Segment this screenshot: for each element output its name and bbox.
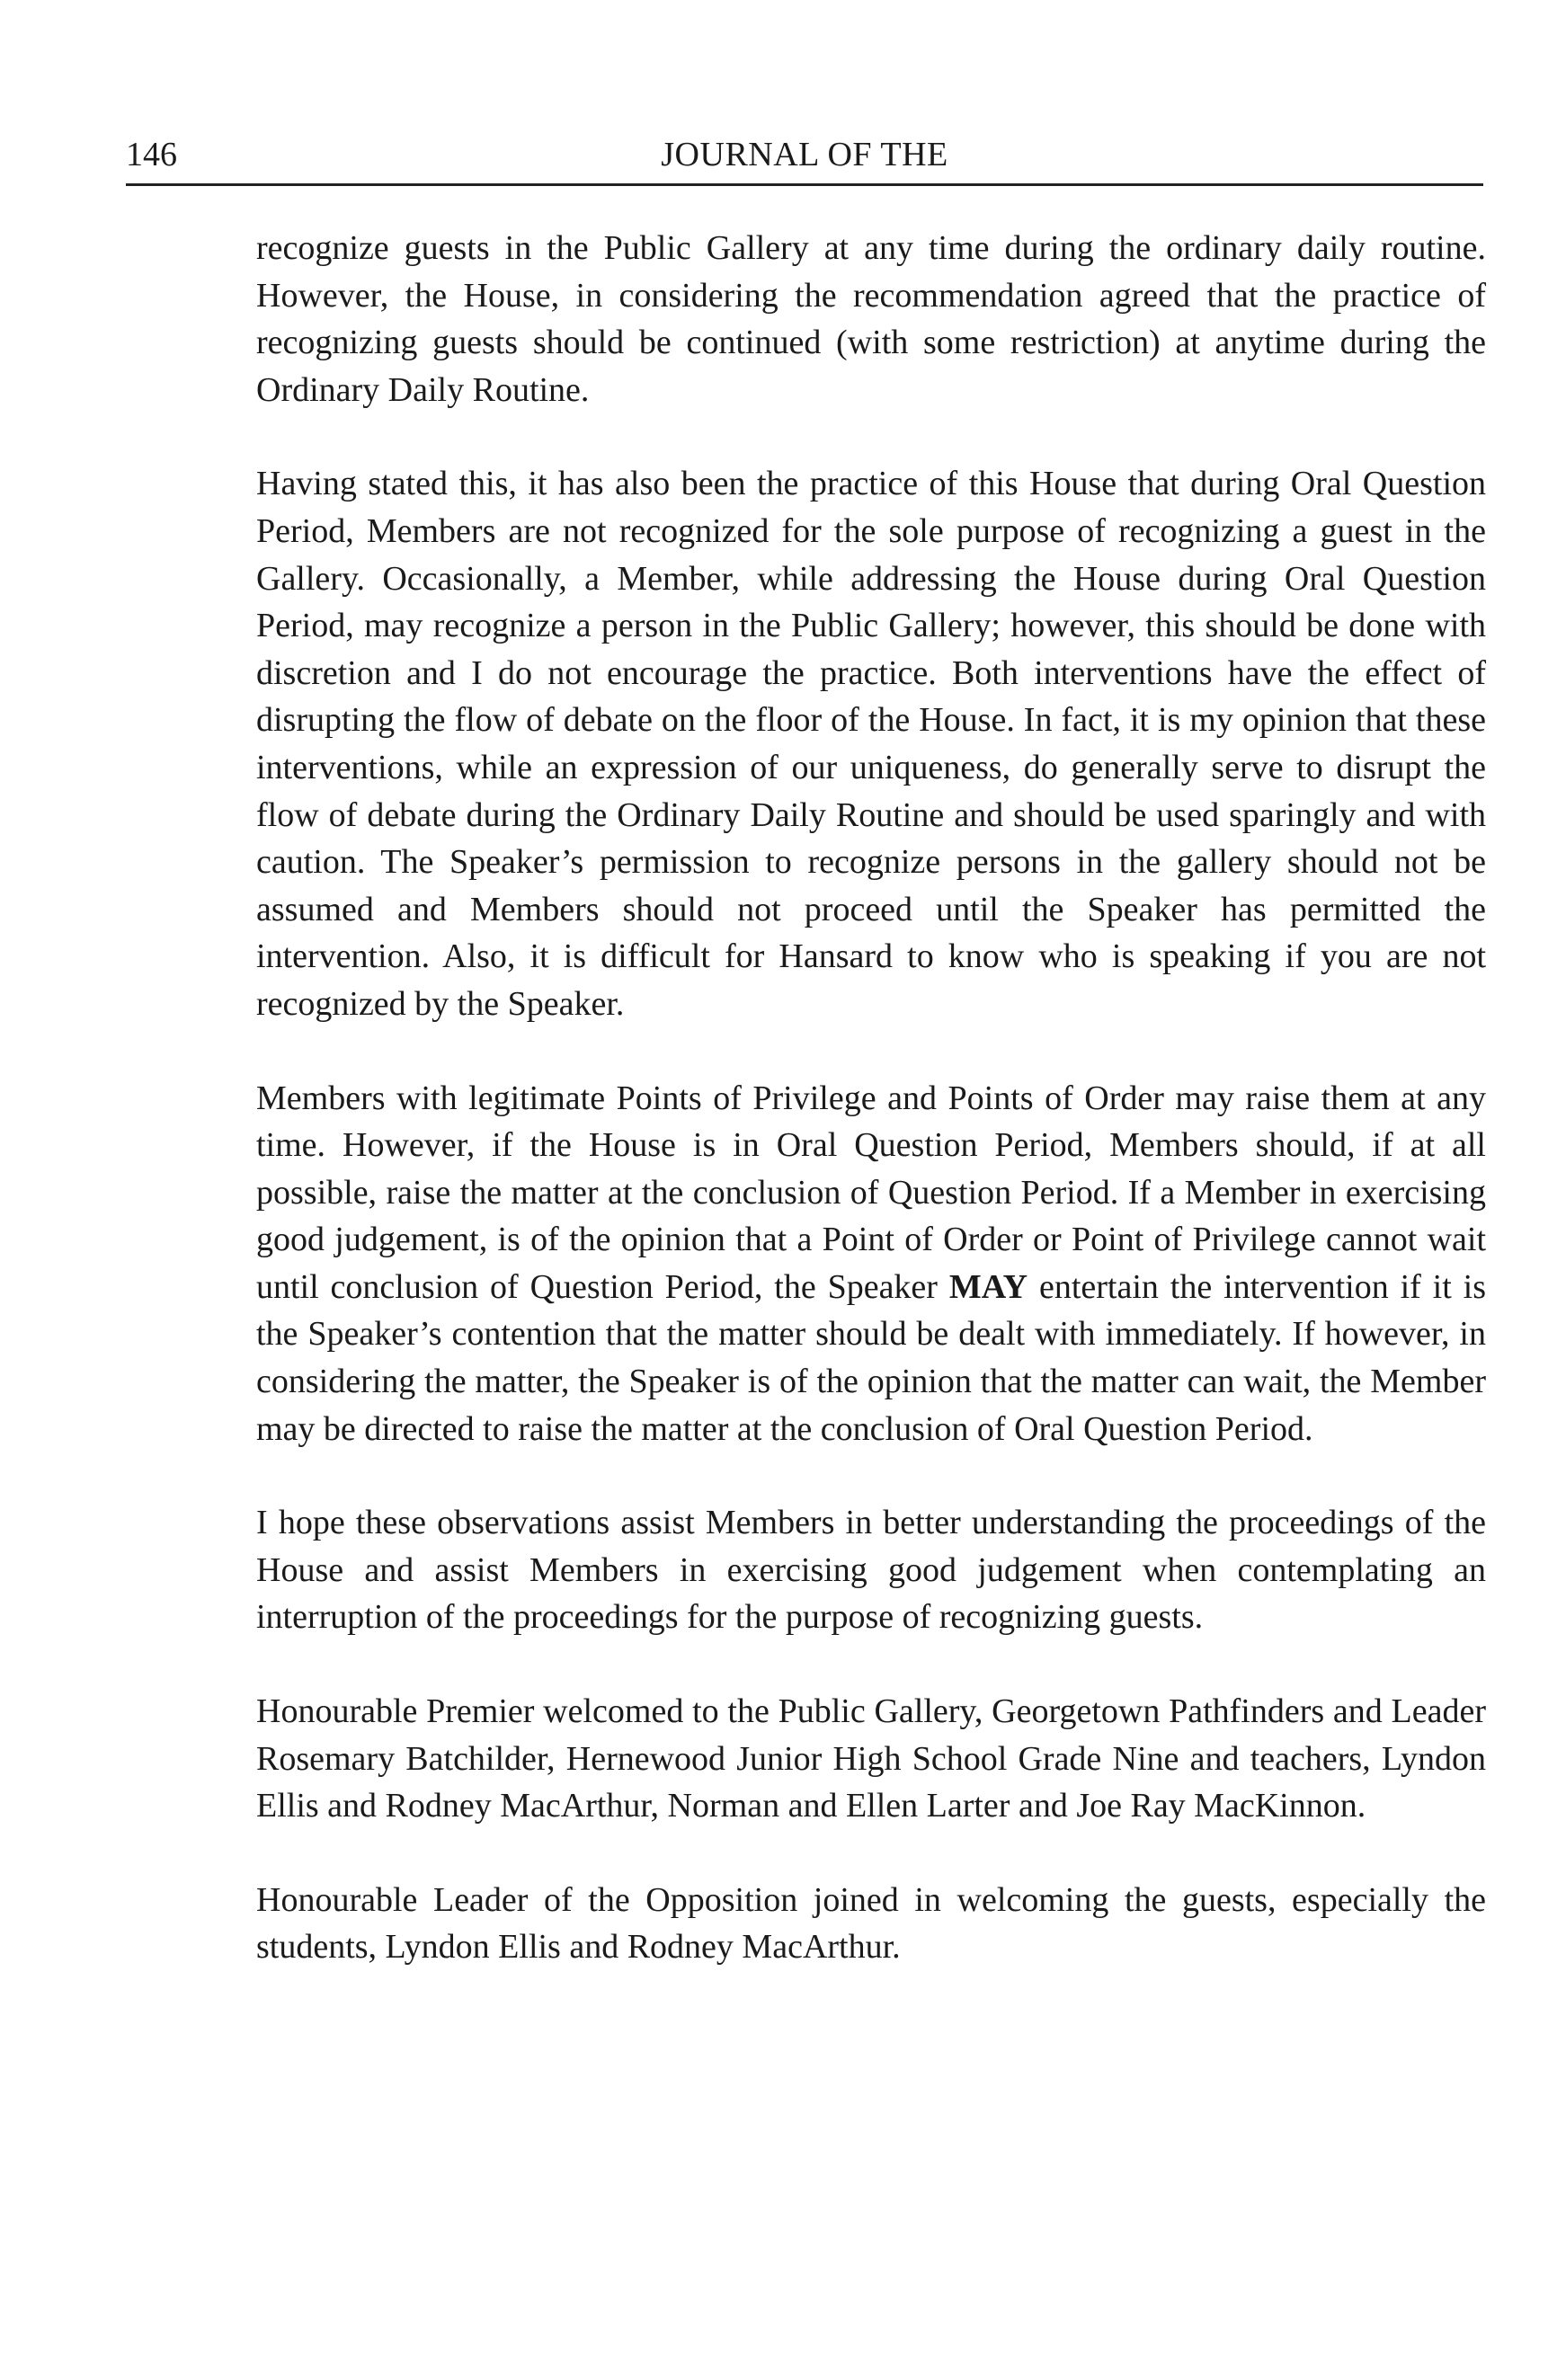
paragraph-recognizing-guests: recognize guests in the Public Gallery at any time during the ordinary daily routine. However, the House, in considering the recommendation agreed that the practice of recognizing guests should be continued (with some restriction) at anytime during the Ordinary Daily Routine. — [256, 229, 1486, 409]
journal-body — [256, 225, 1486, 2018]
paragraph-points-of-order — [256, 1075, 1486, 1453]
page-number: 146 — [126, 136, 177, 173]
emphasis-may: MAY — [948, 1267, 1028, 1306]
paragraph-premier-welcome: Honourable Premier welcomed to the Public Gallery, Georgetown Pathfinders and Leader Rosemary Batchilder, Hernewood Junior High School Grade Nine and teachers, Lyndon Ellis and Rodney MacArthur, Norman and Ellen Larter and Joe Ray MacKinnon. — [256, 1692, 1486, 1825]
paragraph-opposition-welcome: Honourable Leader of the Opposition joined in welcoming the guests, especially the students, Lyndon Ellis and Rodney MacArthur. — [256, 1880, 1486, 1967]
running-head: JOURNAL OF THE — [661, 136, 948, 173]
paragraph-oral-question-period: Having stated this, it has also been the practice of this House that during Oral Question Period, Members are not recognized for the sole purpose of recognizing a guest in the Gallery. Occasionally, a Member, while addressing the House during Oral Question Period, may recognize a person in the Public Gallery; however, this should be done with discretion and I do not encourage the practice. Both interventions have the effect of disrupting the flow of debate on the floor of the House. In fact, it is my opinion that these interventions, while an expression of our uniqueness, do generally serve to disrupt the flow of debate during the Ordinary Daily Routine and should be used sparingly and with caution. The Speaker’s permission to recognize persons in the gallery should not be assumed and Members should not proceed until the Speaker has permitted the intervention. Also, it is difficult for Hansard to know who is speaking if you are not recognized by the Speaker. — [256, 465, 1486, 1023]
page-header — [126, 133, 1483, 186]
paragraph-observations: I hope these observations assist Members in better understanding the proceedings of the House and assist Members in exercising good judgement when contemplating an interruption of the proceedings for the purpose of recognizing guests. — [256, 1504, 1486, 1637]
points-of-order-text-start: Members with legitimate Points of Privilege and Points of Order may raise them at any time. However, if the House is in Oral Question Period, Members should, if at all possible, raise the matter at the conclusion of Question Period. If a Member in exercising good judgement, is of the opinion that a Point of Order or Point of Privilege cannot wait until conclusion of Question Period, the Speaker — [256, 1079, 1486, 1306]
points-of-order-text-end: entertain the intervention if it is the Speaker’s contention that the matter should be dealt with immediately. If however, in considering the matter, the Speaker is of the opinion that the matter can wait, the Member may be directed to raise the matter at the conclusion of Oral Question Period. — [256, 1267, 1487, 1448]
